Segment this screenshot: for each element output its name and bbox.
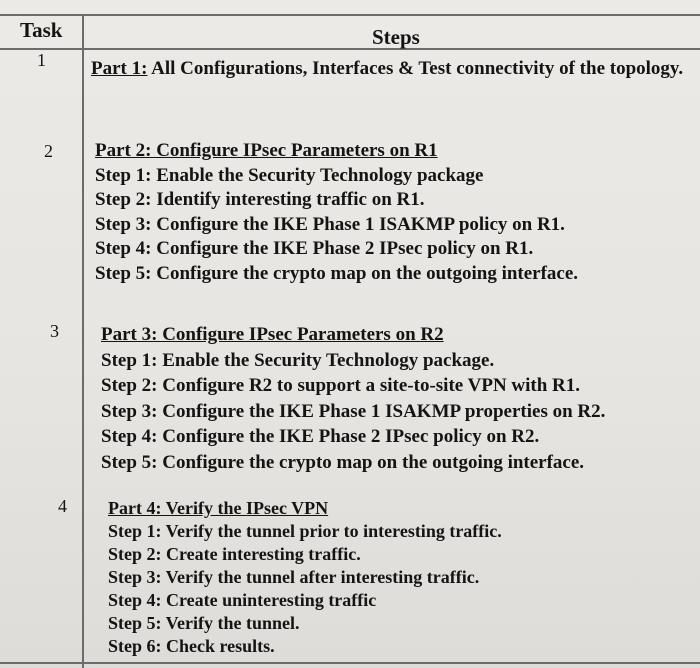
task-1-content xyxy=(91,55,691,82)
task-number-4: 4 xyxy=(58,496,67,516)
part-4-step-1: Step 1: Verify the tunnel prior to interesting traffic. xyxy=(108,521,502,541)
task-3-content xyxy=(101,322,605,475)
part-3-step-2: Step 2: Configure R2 to support a site-to-site VPN with R1. xyxy=(101,375,581,396)
part-3-step-5: Step 5: Configure the crypto map on the outgoing interface. xyxy=(101,451,585,473)
task-column-header: Task xyxy=(20,18,63,42)
part-4-step-6: Step 6: Check results. xyxy=(108,636,275,656)
part-1-label: Part 1: xyxy=(91,58,148,79)
part-2-step-2: Step 2: Identify interesting traffic on R1. xyxy=(95,189,425,210)
part-4-step-5: Step 5: Verify the tunnel. xyxy=(108,613,300,633)
part-4-step-4: Step 4: Create uninteresting traffic xyxy=(108,590,377,610)
part-3-step-1: Step 1: Enable the Security Technology package. xyxy=(101,349,495,371)
steps-column-header: Steps xyxy=(372,25,420,49)
column-divider xyxy=(82,14,84,668)
part-2-step-3: Step 3: Configure the IKE Phase 1 ISAKMP policy on R1. xyxy=(95,213,565,235)
task-number-1: 1 xyxy=(37,50,46,70)
task-number-3: 3 xyxy=(50,321,59,341)
part-3-step-4: Step 4: Configure the IKE Phase 2 IPsec policy on R2. xyxy=(101,426,540,447)
part-1-text: All Configurations, Interfaces & Test connectivity of the topology. xyxy=(151,58,684,79)
part-2-step-1: Step 1: Enable the Security Technology package xyxy=(95,164,484,186)
task-4-content xyxy=(108,497,502,658)
part-3-step-3: Step 3: Configure the IKE Phase 1 ISAKMP properties on R2. xyxy=(101,400,606,422)
part-2-step-5: Step 5: Configure the crypto map on the outgoing interface. xyxy=(95,262,579,284)
header-divider xyxy=(0,48,700,50)
task-number-2: 2 xyxy=(44,141,53,161)
part-4-step-3: Step 3: Verify the tunnel after interesting traffic. xyxy=(108,567,480,587)
table-bottom-border xyxy=(0,662,700,664)
part-3-title: Part 3: Configure IPsec Parameters on R2 xyxy=(101,324,444,345)
table-top-border xyxy=(0,14,700,16)
part-4-title: Part 4: Verify the IPsec VPN xyxy=(108,498,329,518)
part-4-step-2: Step 2: Create interesting traffic. xyxy=(108,544,361,564)
task-2-content xyxy=(95,139,578,286)
part-2-title: Part 2: Configure IPsec Parameters on R1 xyxy=(95,140,438,161)
part-2-step-4: Step 4: Configure the IKE Phase 2 IPsec policy on R1. xyxy=(95,238,534,259)
